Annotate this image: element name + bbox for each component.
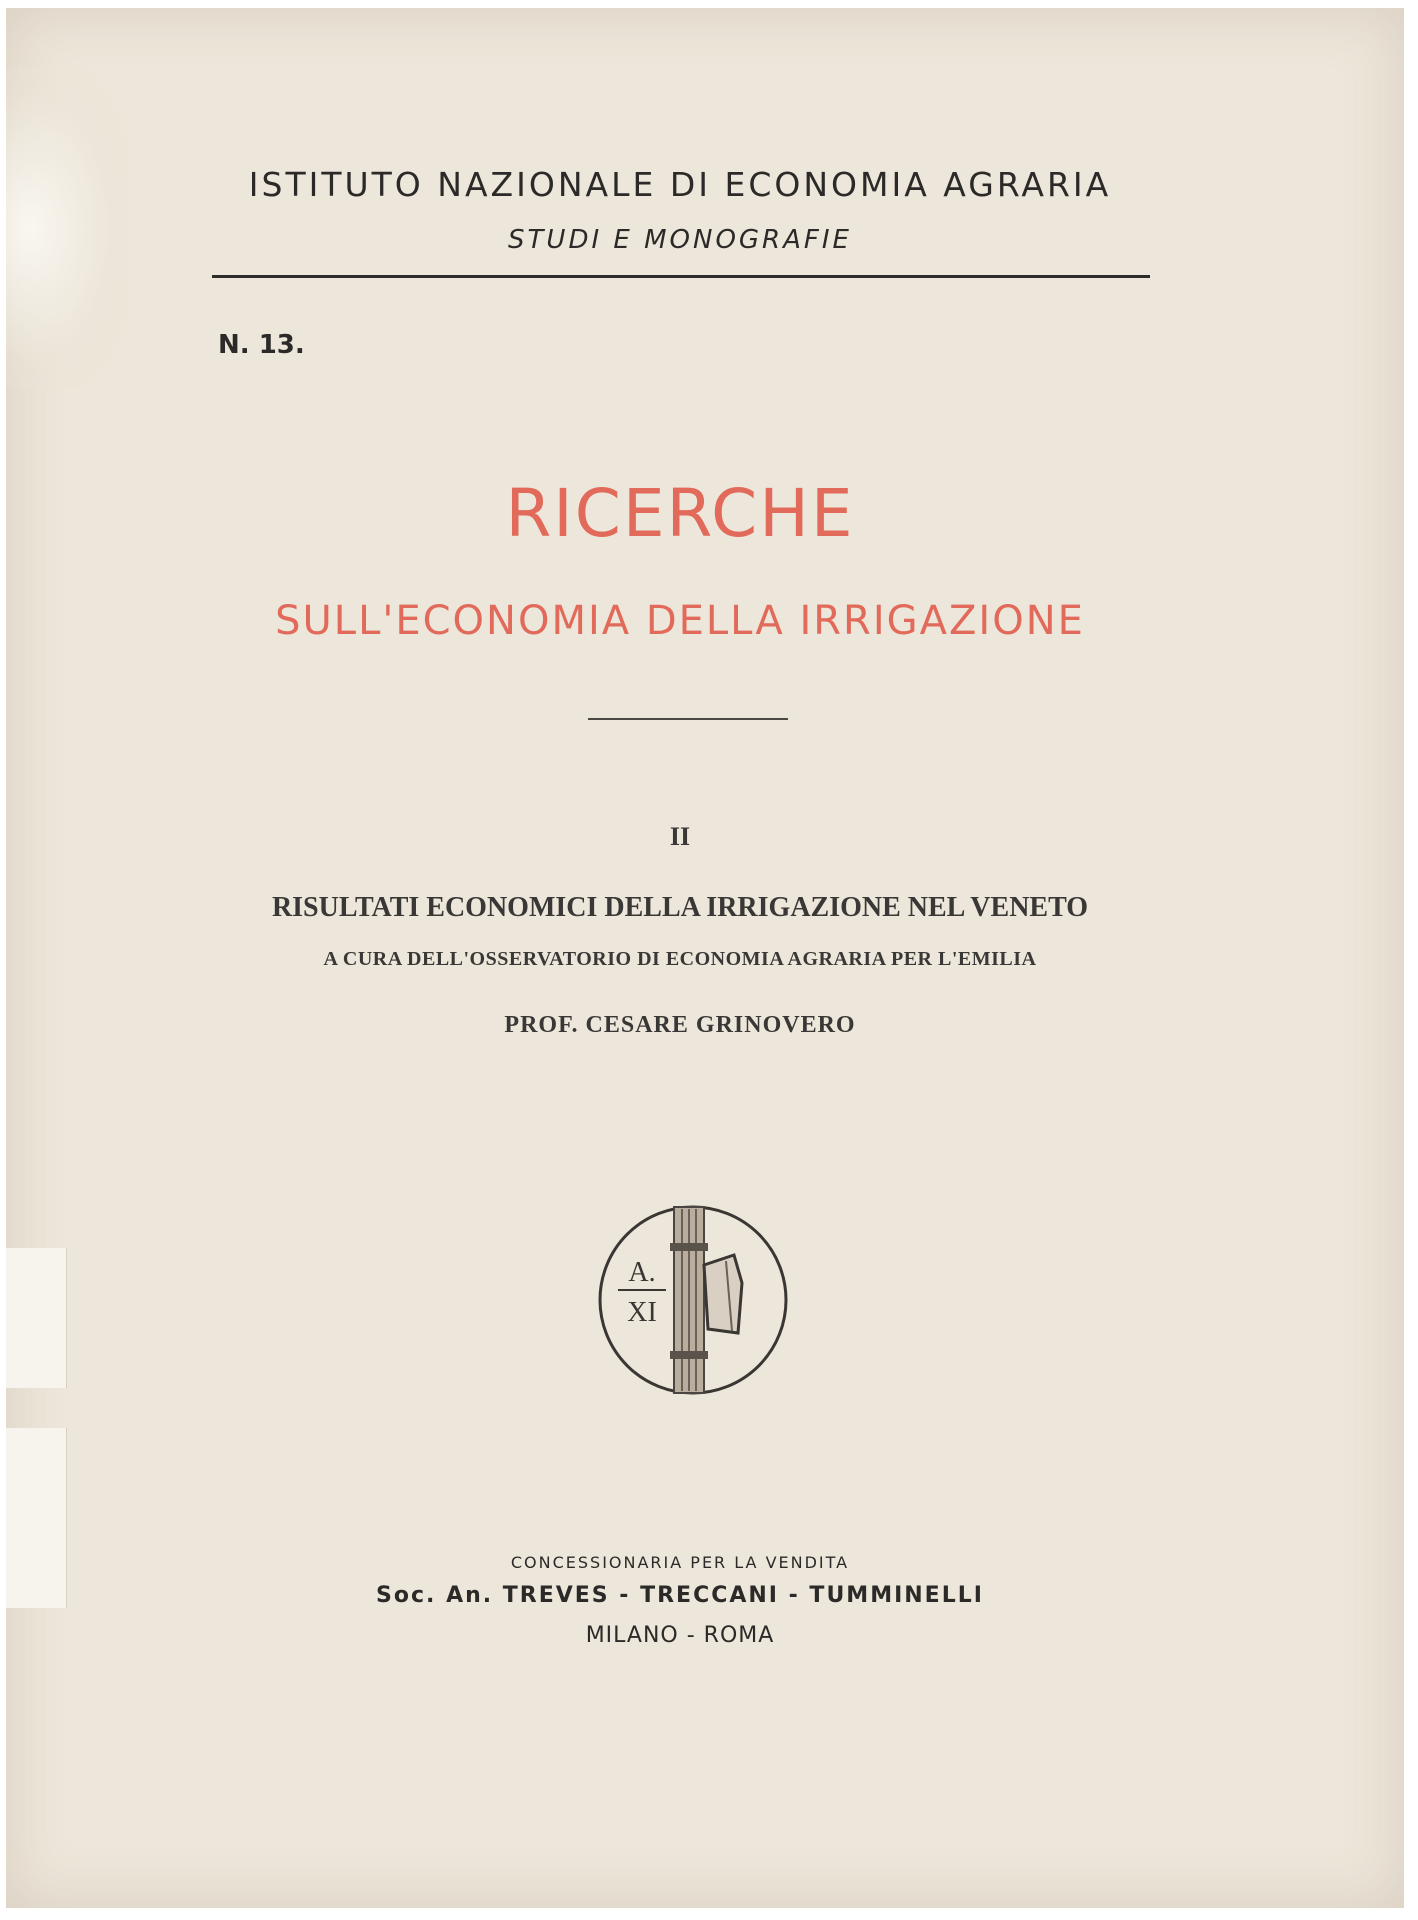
volume-number: II: [669, 822, 691, 851]
curator-line: A CURA DELL'OSSERVATORIO DI ECONOMIA AGRARIA PER L'EMILIA: [323, 948, 1037, 970]
header-rule: [212, 275, 1150, 278]
series-number: N. 13.: [218, 330, 305, 360]
emblem-top-text: A.: [628, 1257, 656, 1288]
publisher-city: MILANO - ROMA: [585, 1623, 775, 1648]
main-subtitle: SULL'ECONOMIA DELLA IRRIGAZIONE: [275, 598, 1085, 644]
emblem-bottom-text: XI: [627, 1297, 657, 1328]
library-label-tab: [6, 1248, 67, 1388]
main-title: RICERCHE: [505, 475, 855, 552]
institute-name: ISTITUTO NAZIONALE DI ECONOMIA AGRARIA: [248, 165, 1112, 204]
part-title: RISULTATI ECONOMICI DELLA IRRIGAZIONE NEL VENETO: [271, 892, 1089, 923]
library-label-tab: [6, 1428, 67, 1608]
sales-label: CONCESSIONARIA PER LA VENDITA: [510, 1553, 850, 1572]
paper-stain: [6, 68, 126, 388]
publisher-name: Soc. An. TREVES - TRECCANI - TUMMINELLI: [376, 1583, 984, 1608]
author-name: PROF. CESARE GRINOVERO: [504, 1012, 856, 1038]
series-title: STUDI E MONOGRAFIE: [508, 225, 852, 255]
title-divider: [588, 718, 788, 720]
fasces-emblem-icon: [596, 1203, 790, 1397]
